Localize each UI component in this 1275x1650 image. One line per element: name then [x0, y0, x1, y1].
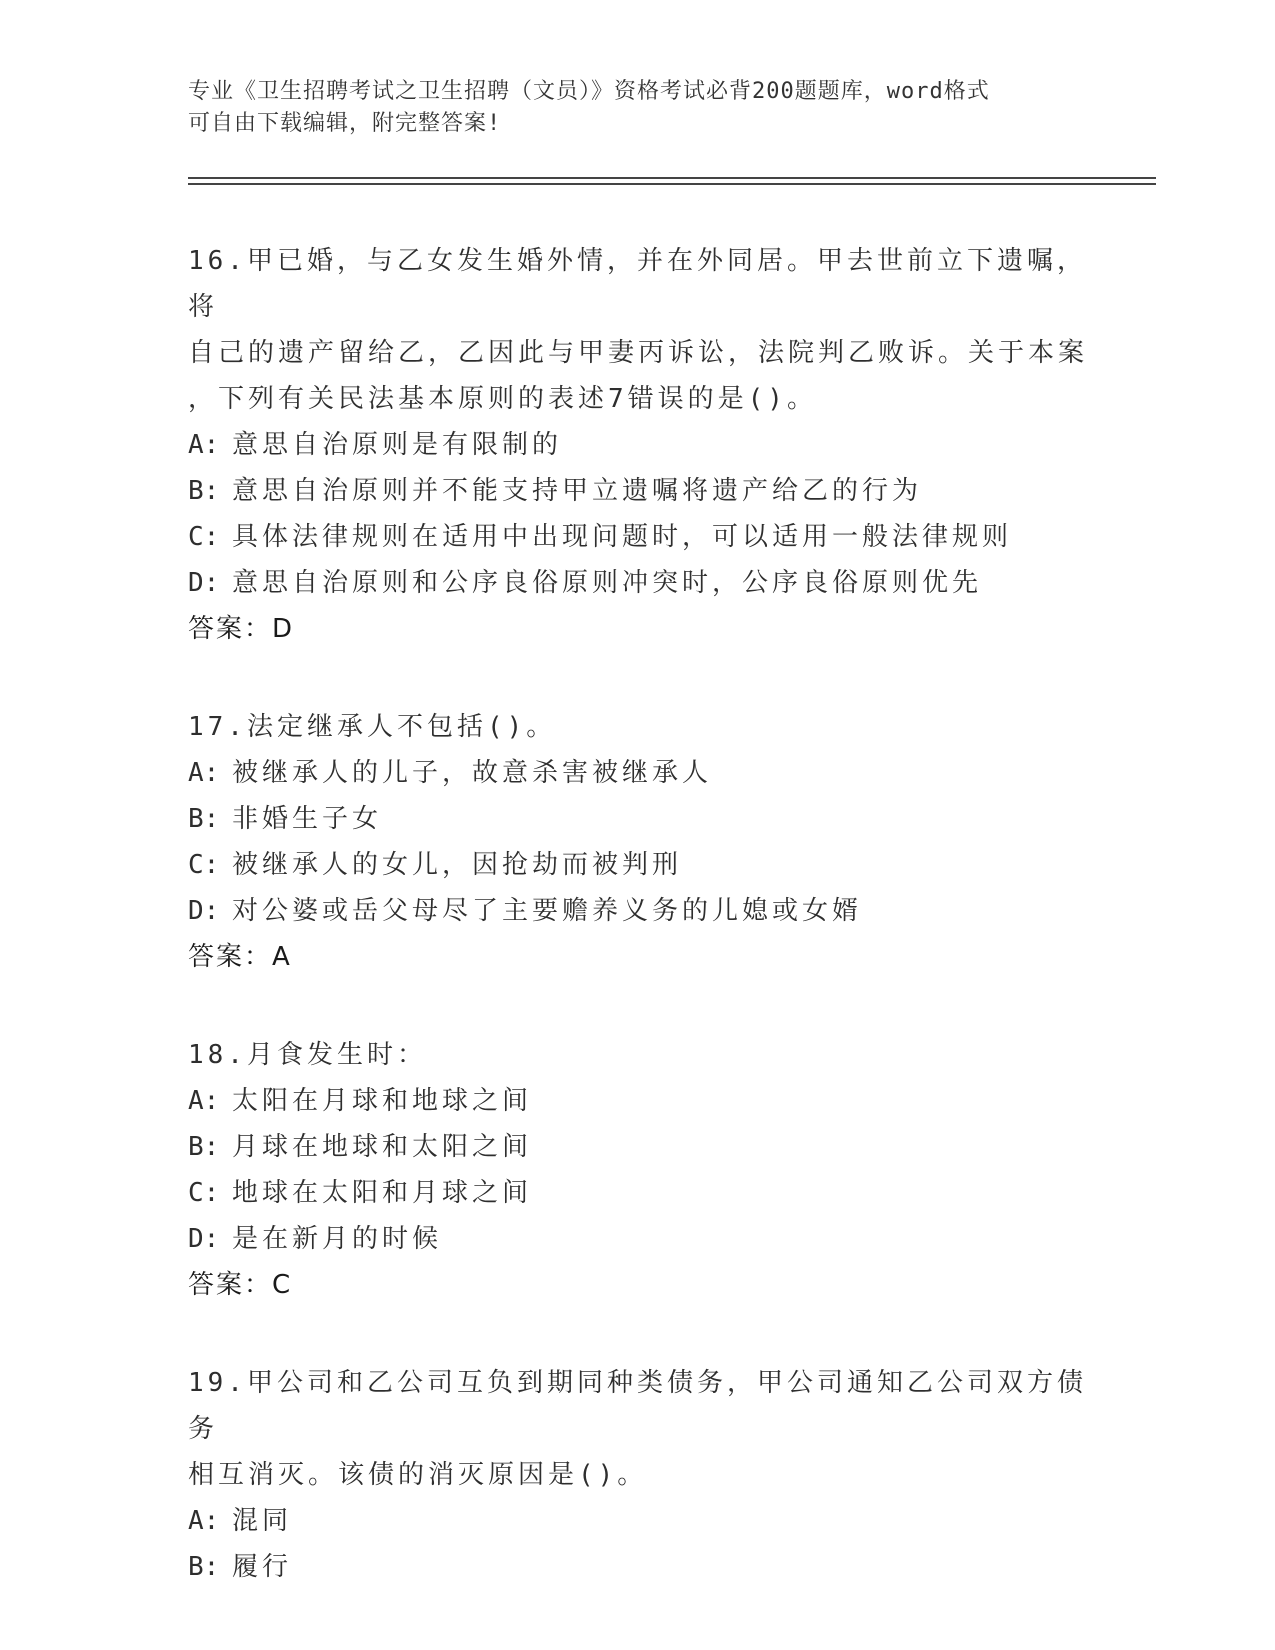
- header-divider-bottom: [188, 183, 1156, 185]
- document-header: [188, 76, 1088, 140]
- answer-option: [188, 1216, 1088, 1262]
- question-stem-line: 18.月食发生时：: [188, 1040, 427, 1070]
- answer-option: [188, 1498, 1088, 1544]
- answer-key: 答案：C: [188, 1270, 293, 1300]
- question-block: [188, 1032, 1088, 1308]
- answer-key: 答案：A: [188, 942, 292, 972]
- question-stem-line: 自己的遗产留给乙，乙因此与甲妻丙诉讼，法院判乙败诉。关于本案: [188, 338, 1089, 368]
- option-label: B:: [188, 1132, 220, 1162]
- header-divider-top: [188, 177, 1156, 179]
- answer-option: [188, 560, 1088, 606]
- option-label: D:: [188, 568, 220, 598]
- answer-option: [188, 888, 1088, 934]
- option-text: 履行: [232, 1552, 293, 1582]
- option-label: A:: [188, 1506, 220, 1536]
- question-block: [188, 1360, 1088, 1590]
- header-line-1: 专业《卫生招聘考试之卫生招聘（文员）》资格考试必背200题题库，word格式: [188, 79, 990, 104]
- answer-option: [188, 1124, 1088, 1170]
- answer-option: [188, 422, 1088, 468]
- question-stem-line: 相互消灭。该债的消灭原因是()。: [188, 1460, 648, 1490]
- answer-option: [188, 750, 1088, 796]
- option-text: 对公婆或岳父母尽了主要赡养义务的儿媳或女婿: [232, 896, 863, 926]
- answer-option: [188, 796, 1088, 842]
- option-label: A:: [188, 1086, 220, 1116]
- option-text: 地球在太阳和月球之间: [232, 1178, 533, 1208]
- option-label: D:: [188, 896, 220, 926]
- answer-option: [188, 1544, 1088, 1590]
- question-stem-line: 16.甲已婚，与乙女发生婚外情，并在外同居。甲去世前立下遗嘱，将: [188, 246, 1087, 322]
- option-label: B:: [188, 804, 220, 834]
- question-stem-line: ，下列有关民法基本原则的表述7错误的是()。: [188, 384, 817, 414]
- option-text: 太阳在月球和地球之间: [232, 1086, 533, 1116]
- option-text: 意思自治原则和公序良俗原则冲突时，公序良俗原则优先: [232, 568, 983, 598]
- option-label: A:: [188, 758, 220, 788]
- answer-option: [188, 1170, 1088, 1216]
- option-label: C:: [188, 522, 220, 552]
- option-text: 月球在地球和太阳之间: [232, 1132, 533, 1162]
- answer-key: 答案：D: [188, 614, 295, 644]
- option-label: C:: [188, 850, 220, 880]
- question-block: [188, 704, 1088, 980]
- option-text: 是在新月的时候: [232, 1224, 443, 1254]
- option-label: C:: [188, 1178, 220, 1208]
- question-block: [188, 238, 1088, 652]
- question-stem-line: 19.甲公司和乙公司互负到期同种类债务，甲公司通知乙公司双方债务: [188, 1368, 1087, 1444]
- answer-option: [188, 468, 1088, 514]
- option-text: 具体法律规则在适用中出现问题时，可以适用一般法律规则: [232, 522, 1013, 552]
- option-label: A:: [188, 430, 220, 460]
- answer-option: [188, 842, 1088, 888]
- option-text: 意思自治原则并不能支持甲立遗嘱将遗产给乙的行为: [232, 476, 923, 506]
- question-stem-line: 17.法定继承人不包括()。: [188, 712, 557, 742]
- answer-option: [188, 514, 1088, 560]
- header-line-2: 可自由下载编辑，附完整答案!: [188, 111, 502, 136]
- question-list: [188, 238, 1088, 1642]
- option-label: B:: [188, 476, 220, 506]
- option-text: 非婚生子女: [232, 804, 383, 834]
- option-text: 被继承人的儿子，故意杀害被继承人: [232, 758, 713, 788]
- answer-option: [188, 1078, 1088, 1124]
- option-text: 混同: [232, 1506, 293, 1536]
- option-text: 被继承人的女儿，因抢劫而被判刑: [232, 850, 683, 880]
- option-label: D:: [188, 1224, 220, 1254]
- option-label: B:: [188, 1552, 220, 1582]
- option-text: 意思自治原则是有限制的: [232, 430, 563, 460]
